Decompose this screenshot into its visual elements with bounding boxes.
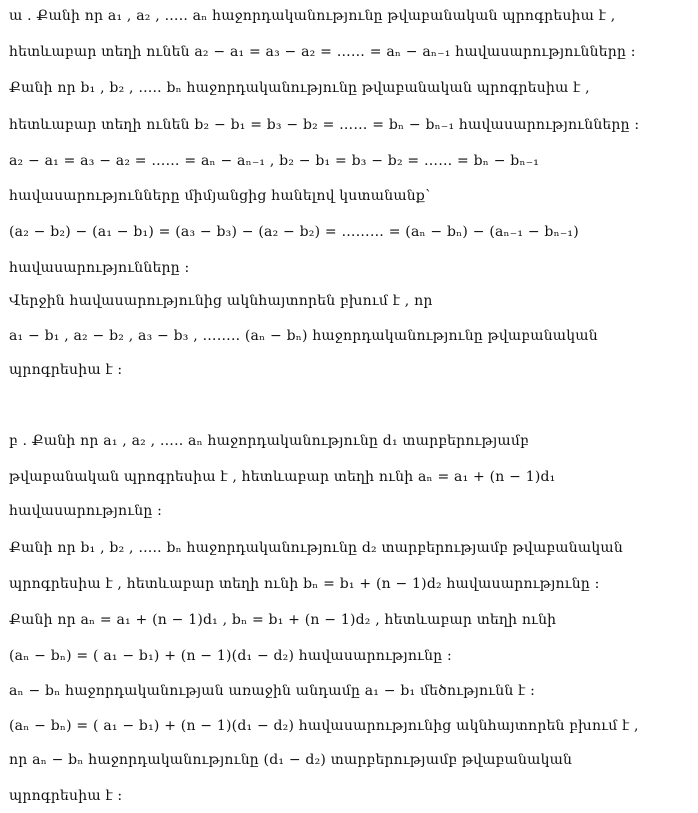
text-line: a₁ − b₁ , a₂ − b₂ , a₃ − b₃ , …….. (aₙ − bₙ) հաջորդականությունը թվաբանական — [9, 328, 598, 344]
text-line: հետևաբար տեղի ունեն a₂ − a₁ = a₃ − a₂ = …… = aₙ − aₙ₋₁ հավասարությունները : — [9, 44, 636, 60]
text-line: որ aₙ − bₙ հաջորդականությունը (d₁ − d₂) տարբերությամբ թվաբանական — [9, 752, 573, 768]
text-line: a₂ − a₁ = a₃ − a₂ = …… = aₙ − aₙ₋₁ , b₂ − b₁ = b₃ − b₂ = …… = bₙ − bₙ₋₁ — [9, 153, 540, 169]
text-line: Քանի որ b₁ , b₂ , ….. bₙ հաջորդականությունը d₂ տարբերությամբ թվաբանական — [9, 540, 623, 556]
text-line: (a₂ − b₂) − (a₁ − b₁) = (a₃ − b₃) − (a₂ − b₂) = ……… = (aₙ − bₙ) − (aₙ₋₁ − bₙ₋₁) — [9, 224, 579, 240]
text-line: հավասարությունները : — [9, 260, 190, 276]
text-line: (aₙ − bₙ) = ( a₁ − b₁) + (n − 1)(d₁ − d₂) հավասարությունը : — [9, 648, 452, 664]
text-line: Քանի որ aₙ = a₁ + (n − 1)d₁ , bₙ = b₁ + (n − 1)d₂ , հետևաբար տեղի ունի — [9, 612, 557, 628]
text-line: (aₙ − bₙ) = ( a₁ − b₁) + (n − 1)(d₁ − d₂) հավասարությունից ակնհայտորեն բխում է , — [9, 718, 639, 734]
text-line: բ . Քանի որ a₁ , a₂ , ….. aₙ հաջորդականությունը d₁ տարբերությամբ — [9, 433, 529, 449]
text-line: թվաբանական պրոգրեսիա է , հետևաբար տեղի ունի aₙ = a₁ + (n − 1)d₁ — [9, 469, 556, 485]
text-line: պրոգրեսիա է , հետևաբար տեղի ունի bₙ = b₁ + (n − 1)d₂ հավասարությունը : — [9, 576, 600, 592]
text-line: aₙ − bₙ հաջորդականության առաջին անդամը a₁ − b₁ մեծությունն է : — [9, 683, 536, 699]
text-line: ա . Քանի որ a₁ , a₂ , ….. aₙ հաջորդականությունը թվաբանական պրոգրեսիա է , — [9, 8, 616, 24]
text-line: հավասարությունը : — [9, 503, 163, 519]
text-line: պրոգրեսիա է : — [9, 362, 123, 378]
text-line: Վերջին հավասարությունից ակնհայտորեն բխում է , որ — [9, 293, 433, 309]
text-line: պրոգրեսիա է : — [9, 788, 123, 804]
text-line: Քանի որ b₁ , b₂ , ….. bₙ հաջորդականությունը թվաբանական պրոգրեսիա է , — [9, 80, 590, 96]
text-line: հավասարությունները միմյանցից հանելով կստանանք՝ — [9, 188, 431, 204]
text-line: հետևաբար տեղի ունեն b₂ − b₁ = b₃ − b₂ = …… = bₙ − bₙ₋₁ հավասարությունները : — [9, 117, 640, 133]
